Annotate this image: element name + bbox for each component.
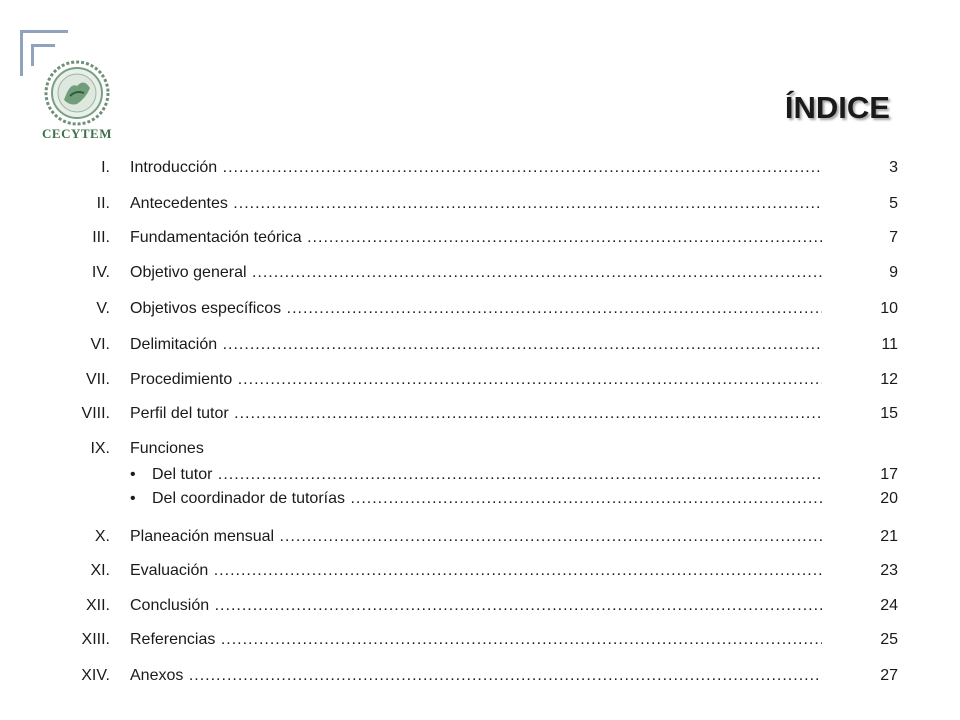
toc-entry-label bbox=[130, 596, 822, 616]
toc-entry-label bbox=[130, 439, 204, 459]
toc-entry-label-text: Delimitación bbox=[130, 336, 218, 353]
logo-text: CECYTEM bbox=[42, 126, 112, 141]
toc-entry-number: XI. bbox=[90, 562, 110, 579]
toc-entry-page: 12 bbox=[880, 371, 898, 388]
toc-subentry-page: 20 bbox=[880, 490, 898, 507]
toc-entry-number: XIII. bbox=[81, 631, 110, 648]
toc-entry-number: IV. bbox=[91, 264, 110, 281]
toc-entry-label-text: Funciones bbox=[130, 440, 204, 457]
cecytem-emblem-icon bbox=[40, 60, 114, 126]
toc-subentry-label bbox=[130, 465, 822, 485]
toc-entry-number: V. bbox=[96, 300, 110, 317]
toc-entry-page: 11 bbox=[881, 336, 898, 353]
toc-entry-label-text: Procedimiento bbox=[130, 371, 233, 388]
toc-entry-number: VIII. bbox=[81, 405, 110, 422]
toc-subentry-label-text: Del tutor bbox=[152, 466, 213, 483]
toc-entry-label bbox=[130, 666, 822, 686]
toc-entry-number: VII. bbox=[85, 371, 110, 388]
toc-entry-number: III. bbox=[92, 229, 110, 246]
toc-entry-label-text: Antecedentes bbox=[130, 195, 228, 212]
toc-entry-label-text: Anexos bbox=[130, 667, 184, 684]
toc-entry-label-text: Fundamentación teórica bbox=[130, 229, 302, 246]
toc-entry-label bbox=[130, 527, 822, 547]
cecytem-logo bbox=[40, 60, 114, 144]
toc-subentry-label bbox=[130, 489, 822, 509]
toc-entry-number: XII. bbox=[85, 597, 110, 614]
toc-entry-page: 7 bbox=[889, 229, 898, 246]
toc-entry-label bbox=[130, 299, 822, 319]
toc-entry-number: XIV. bbox=[81, 667, 110, 684]
toc-entry-page: 15 bbox=[880, 405, 898, 422]
toc-entry-page: 10 bbox=[880, 300, 898, 317]
bullet-icon: • bbox=[130, 490, 136, 507]
toc-entry-label-text: Objetivos específicos bbox=[130, 300, 282, 317]
toc-entry-number: II. bbox=[96, 195, 110, 212]
toc-entry-page: 3 bbox=[889, 159, 898, 176]
toc-entry-label-text: Introducción bbox=[130, 159, 218, 176]
toc-entry-number: X. bbox=[94, 528, 110, 545]
toc-entry-label bbox=[130, 263, 822, 283]
page-title: ÍNDICE bbox=[784, 90, 890, 125]
toc-entry-label-text: Planeación mensual bbox=[130, 528, 275, 545]
toc-entry-page: 9 bbox=[889, 264, 898, 281]
toc-entry-page: 23 bbox=[880, 562, 898, 579]
toc-subentry-page: 17 bbox=[880, 466, 898, 483]
toc-entry-label bbox=[130, 158, 822, 178]
toc-entry-label bbox=[130, 370, 822, 390]
toc-entry-number: I. bbox=[101, 159, 110, 176]
toc-entry-label bbox=[130, 561, 822, 581]
toc-entry-label bbox=[130, 228, 822, 248]
toc-entry-label bbox=[130, 630, 822, 650]
toc-entry-label-text: Conclusión bbox=[130, 597, 210, 614]
toc-entry-label bbox=[130, 335, 822, 355]
toc-entry-page: 25 bbox=[880, 631, 898, 648]
toc-entry-page: 21 bbox=[880, 528, 898, 545]
toc-entry-label bbox=[130, 194, 822, 214]
toc-entry-label-text: Perfil del tutor bbox=[130, 405, 229, 422]
toc-entry-label-text: Referencias bbox=[130, 631, 216, 648]
toc-entry-page: 27 bbox=[880, 667, 898, 684]
toc-entry-label-text: Objetivo general bbox=[130, 264, 247, 281]
toc-entry-page: 24 bbox=[880, 597, 898, 614]
toc-entry-label bbox=[130, 404, 822, 424]
bullet-icon: • bbox=[130, 466, 136, 483]
toc-entry-page: 5 bbox=[889, 195, 898, 212]
toc-entry-number: IX. bbox=[90, 440, 110, 457]
toc-entry-label-text: Evaluación bbox=[130, 562, 209, 579]
toc-subentry-label-text: Del coordinador de tutorías bbox=[152, 490, 345, 507]
toc-entry-number: VI. bbox=[90, 336, 110, 353]
